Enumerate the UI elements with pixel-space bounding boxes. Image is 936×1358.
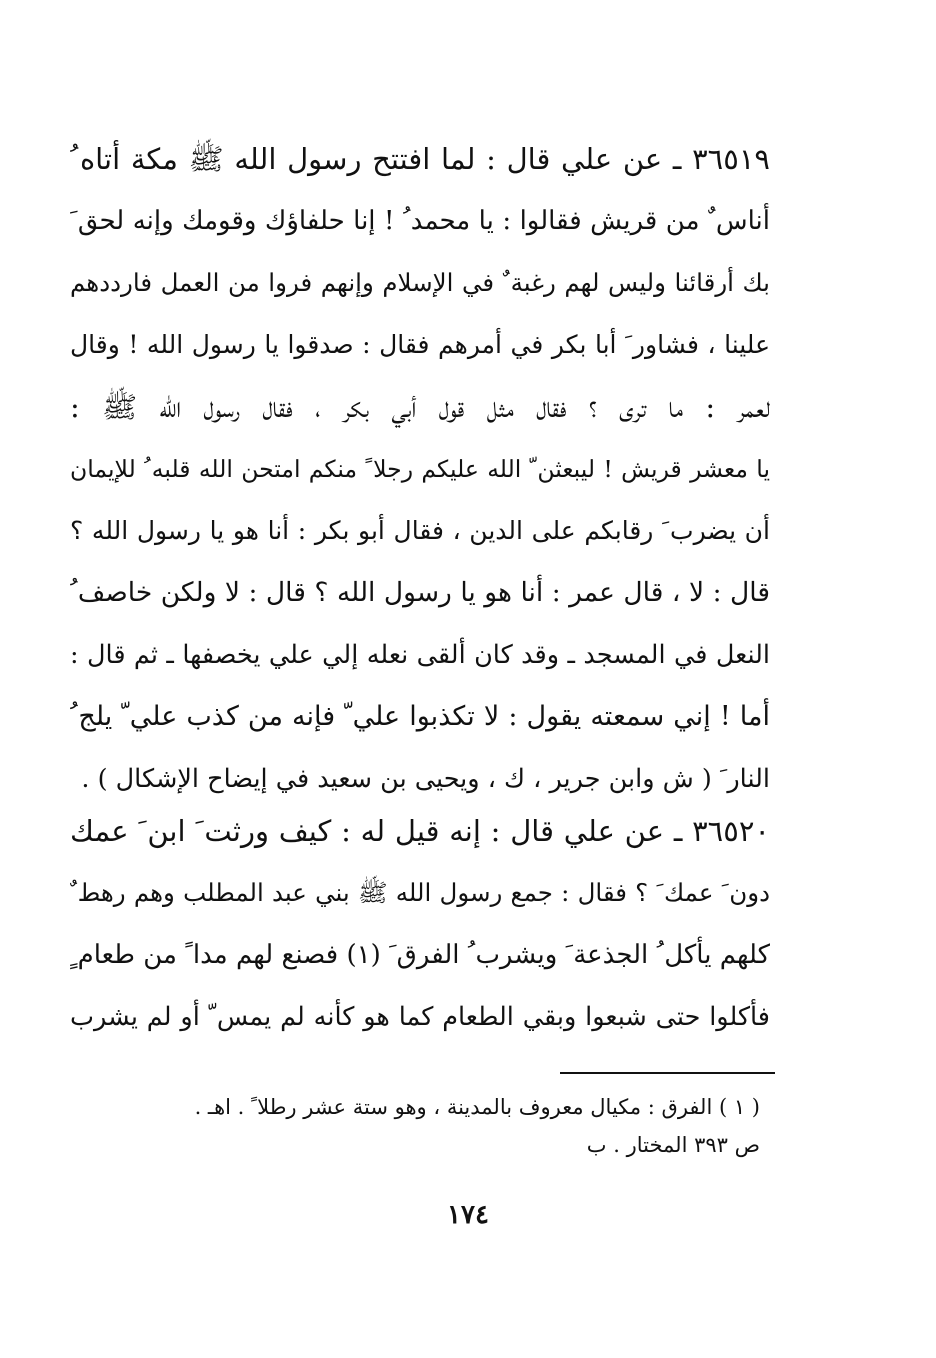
page-number: ١٧٤ — [447, 1200, 489, 1230]
footnote-line: ( ١ ) الفرق : مكيال معروف بالمدينة ، وهو ستة عشر رطلا ً . اهـ . — [194, 1095, 760, 1119]
footnote-divider — [560, 1072, 775, 1074]
text-line: دون َ عمك َ ؟ فقال : جمع رسول الله ﷺ بني عبد المطلب وهم رهط ٌ — [70, 878, 770, 907]
text-line: علينا ، فشاور َ أبا بكر في أمرهم فقال : صدقوا يا رسول الله ! وقال — [70, 330, 770, 359]
text-line: كلهم يأكل ُ الجذعة َ ويشرب ُ الفرق َ (١) فصنع لهم مدا ً من طعام ٍ — [70, 940, 770, 970]
text-line: أن يضرب َ رقابكم على الدين ، فقال أبو بكر : أنا هو يا رسول الله ؟ — [70, 516, 770, 545]
footnote-line: ص ٣٩٣ المختار . ب — [586, 1133, 760, 1157]
text-line: النار َ ( ش وابن جرير ، ك ، ويحيى بن سعيد في إيضاح الإشكال ) . — [81, 764, 770, 794]
text-line: أناس ٌ من قريش فقالوا : يا محمد ُ ! إنا حلفاؤك وقومك وإنه لحق َ — [70, 206, 770, 236]
text-line: فأكلوا حتى شبعوا وبقي الطعام كما هو كأنه لم يمس ّ أو لم يشرب — [70, 1002, 770, 1032]
text-line: ٣٦٥٢٠ ـ عن علي قال : إنه قيل له : كيف ورثت َ ابن َ عمك — [70, 814, 770, 848]
text-line: لعمر : ما ترى ؟ فقال مثل قول أبي بكر ، فقال رسول الله ﷺ : — [70, 390, 770, 424]
footnote — [100, 1088, 760, 1164]
text-line: أما ! إني سمعته يقول : لا تكذبوا علي ّ فإنه من كذب علي ّ يلج ُ — [70, 701, 770, 732]
hadith-36520 — [70, 800, 770, 1048]
hadith-36519 — [70, 128, 770, 810]
text-line: النعل في المسجد ـ وقد كان ألقى نعله إلي علي يخصفها ـ ثم قال : — [70, 640, 770, 670]
text-line: بك أرقائنا وليس لهم رغبة ٌ في الإسلام وإنهم فروا من العمل فارددهم — [70, 268, 770, 297]
text-line: يا معشر قريش ! ليبعثن ّ الله عليكم رجلا ً منكم امتحن الله قلبه ُ للإيمان — [70, 455, 770, 483]
text-line: ٣٦٥١٩ ـ عن علي قال : لما افتتح رسول الله ﷺ مكة أتاه ُ — [70, 142, 770, 176]
text-line: قال : لا ، قال عمر : أنا هو يا رسول الله ؟ قال : لا ولكن خاصف ُ — [70, 577, 770, 608]
